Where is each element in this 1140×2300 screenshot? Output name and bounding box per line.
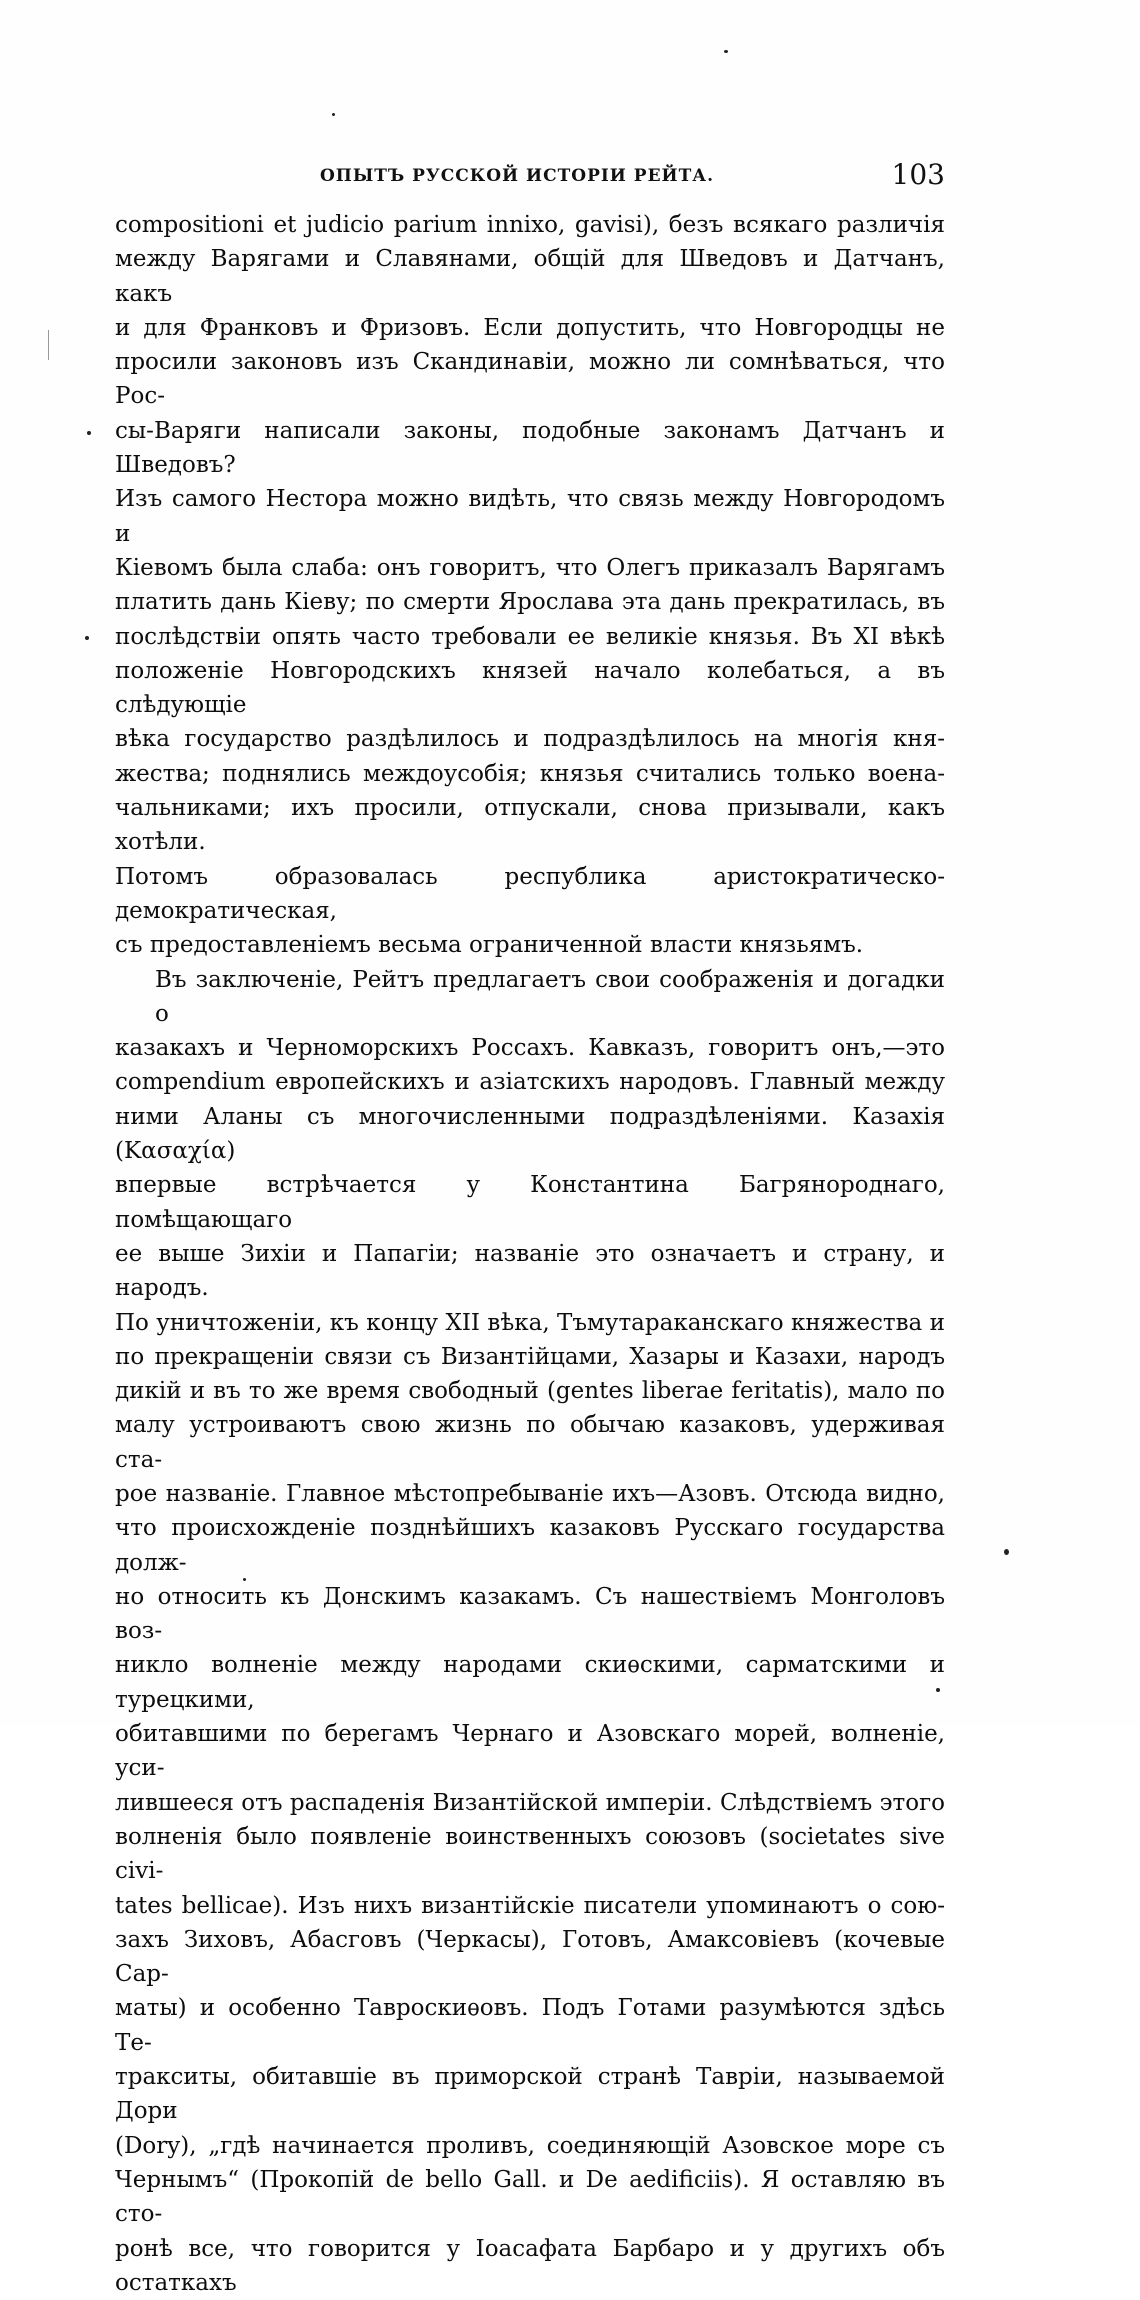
page-header bbox=[115, 158, 945, 198]
text-line: compendium европейскихъ и азіатскихъ народовъ. Главный между bbox=[115, 1069, 945, 1096]
text-line: положеніе Новгородскихъ князей начало колебаться, а въ слѣдующіе bbox=[115, 657, 945, 719]
text-line: рое названіе. Главное мѣстопребываніе ихъ—Азовъ. Отсюда видно, bbox=[115, 1480, 945, 1507]
text-line: Кіевомъ была слаба: онъ говоритъ, что Олегъ приказалъ Варягамъ bbox=[115, 554, 945, 581]
text-line: маты) и особенно Тавроскиѳовъ. Подъ Готами разумѣются здѣсь Те- bbox=[115, 1995, 945, 2056]
text-line: лившееся отъ распаденія Византійской имперіи. Слѣдствіемъ этого bbox=[115, 1789, 945, 1816]
text-line: казакахъ и Черноморскихъ Россахъ. Кавказъ, говоритъ онъ,—это bbox=[115, 1035, 945, 1062]
text-line: обитавшими по берегамъ Чернаго и Азовскаго морей, волненіе, уси- bbox=[115, 1721, 945, 1782]
text-line: волненія было появленіе воинственныхъ союзовъ (societates sive civi- bbox=[115, 1823, 945, 1885]
text-line: вѣка государство раздѣлилось и подраздѣлилось на многія кня- bbox=[115, 726, 945, 753]
paragraph-1 bbox=[115, 208, 945, 963]
text-line: съ предоставленіемъ весьма ограниченной власти князьямъ. bbox=[115, 932, 864, 959]
body-text bbox=[115, 208, 945, 2300]
text-line: сы-Варяги написали законы, подобные законамъ Датчанъ и Шведовъ? bbox=[115, 417, 945, 479]
text-line: Чернымъ“ (Прокопій de bello Gall. и De aedificiis). Я оставляю въ сто- bbox=[115, 2166, 945, 2228]
text-line: ними Аланы съ многочисленными подраздѣленіями. Казахія (Κασαχία) bbox=[115, 1103, 945, 1165]
text-line: просили законовъ изъ Скандинавіи, можно ли сомнѣваться, что Рос- bbox=[115, 349, 945, 410]
text-line: платить дань Кіеву; по смерти Ярослава эта дань прекратилась, въ bbox=[115, 589, 945, 616]
text-line: tates bellicae). Изъ нихъ византійскіе писатели упоминаютъ о сою- bbox=[115, 1892, 945, 1919]
scan-speck bbox=[332, 113, 335, 116]
text-line: и для Франковъ и Фризовъ. Если допустить, что Новгородцы не bbox=[115, 314, 945, 341]
text-line: тракситы, обитавшіе въ приморской странѣ Тавріи, называемой Дори bbox=[115, 2064, 945, 2125]
page-number: 103 bbox=[891, 158, 945, 191]
text-line: Изъ самого Нестора можно видѣть, что связь между Новгородомъ и bbox=[115, 486, 945, 547]
text-line: ронѣ все, что говорится у Іоасафата Барбаро и у другихъ объ остаткахъ bbox=[115, 2235, 945, 2296]
scan-speck bbox=[724, 50, 728, 53]
text-line: но относить къ Донскимъ казакамъ. Съ нашествіемъ Монголовъ воз- bbox=[115, 1583, 945, 1645]
scan-line bbox=[48, 330, 49, 360]
text-line: По уничтоженіи, къ концу XII вѣка, Тъмутараканскаго княжества и bbox=[115, 1309, 945, 1336]
text-line: никло волненіе между народами скиѳскими, сарматскими и турецкими, bbox=[115, 1652, 945, 1713]
scan-speck bbox=[85, 636, 89, 640]
text-line: чальниками; ихъ просили, отпускали, снова призывали, какъ хотѣли. bbox=[115, 795, 945, 856]
paragraph-2 bbox=[115, 963, 945, 2300]
text-line: послѣдствіи опять часто требовали ее великіе князья. Въ XI вѣкѣ bbox=[115, 623, 945, 650]
text-line: ее выше Зихіи и Папагіи; названіе это означаетъ и страну, и народъ. bbox=[115, 1240, 945, 1302]
text-line: малу устроиваютъ свою жизнь по обычаю казаковъ, удерживая ста- bbox=[115, 1412, 945, 1473]
text-line: дикій и въ то же время свободный (gentes liberae feritatis), мало по bbox=[115, 1378, 945, 1405]
text-line: впервые встрѣчается у Константина Багрянороднаго, помѣщающаго bbox=[115, 1172, 945, 1233]
running-head: ОПЫТЪ РУССКОЙ ИСТОРІИ РЕЙТА. bbox=[320, 166, 714, 186]
scan-speck bbox=[936, 1688, 940, 1692]
text-line: Въ заключеніе, Рейтъ предлагаетъ свои соображенія и догадки о bbox=[155, 966, 945, 1027]
text-line: жества; поднялись междоусобія; князья считались только воена- bbox=[115, 760, 945, 787]
text-line: что происхожденіе позднѣйшихъ казаковъ Русскаго государства долж- bbox=[115, 1515, 945, 1576]
text-line: Потомъ образовалась республика аристократическо-демократическая, bbox=[115, 863, 945, 924]
text-line: между Варягами и Славянами, общій для Шведовъ и Датчанъ, какъ bbox=[115, 246, 945, 307]
scan-speck bbox=[87, 431, 91, 435]
text-line: (Dory), „гдѣ начинается проливъ, соединяющій Азовское море съ bbox=[115, 2132, 945, 2159]
text-line: compositioni et judicio parium innixo, gavisi), безъ всякаго различія bbox=[115, 212, 945, 238]
scan-speck bbox=[1004, 1549, 1009, 1555]
scan-speck bbox=[243, 1578, 246, 1581]
text-line: захъ Зиховъ, Абасговъ (Черкасы), Готовъ, Амаксовіевъ (кочевые Сар- bbox=[115, 1926, 945, 1988]
text-line: по прекращеніи связи съ Византійцами, Хазары и Казахи, народъ bbox=[115, 1343, 945, 1370]
